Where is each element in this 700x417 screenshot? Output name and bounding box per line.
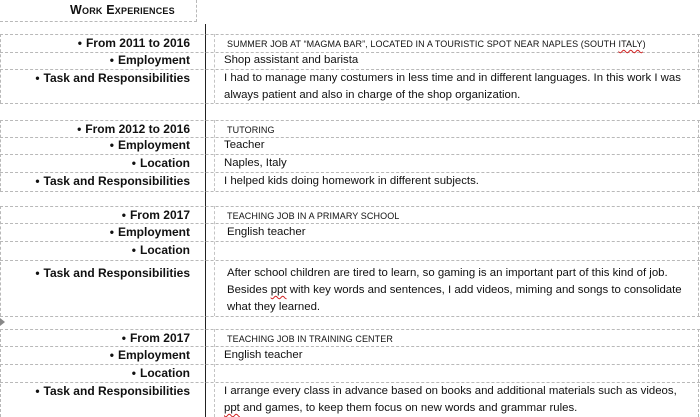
entry-2-employment-label: • Employment (109, 138, 190, 152)
table-row (0, 207, 700, 224)
entry-2-employment: Teacher (224, 139, 265, 151)
table-row (0, 383, 700, 417)
row-divider (0, 260, 700, 261)
section-title: Work Experiences (70, 3, 175, 17)
table-row (0, 265, 700, 316)
entry-2-tasks: I helped kids doing homework in different subjects. (224, 175, 479, 187)
entry-2-title: TUTORING (227, 125, 275, 135)
table-row (0, 35, 700, 52)
entry-4-tasks-label: • Task and Responsibilities (35, 384, 190, 398)
entry-1-title: SUMMER JOB AT “MAGMA BAR”, LOCATED IN A TOURISTIC SPOT NEAR NAPLES (SOUTH ITALY) (227, 39, 646, 49)
entry-4-title: TEACHING JOB IN TRAINING CENTER (227, 334, 393, 344)
entry-2-period-label: • From 2012 to 2016 (77, 122, 190, 136)
entry-1-tasks-label: • Task and Responsibilities (35, 71, 190, 85)
table-row (0, 347, 700, 364)
table-row (0, 70, 700, 104)
table-row (0, 224, 700, 241)
entry-3-tasks: After school children are tired to learn, so gaming is an important part of this kind of job. Besides ppt with key words and sentences, I add videos, miming and songs to consolidate what they learned. (227, 267, 682, 313)
entry-4-period-label: • From 2017 (121, 331, 190, 345)
row-marker-icon (0, 318, 5, 326)
entry-4-employment: English teacher (224, 349, 303, 361)
entry-3-tasks-label: • Task and Responsibilities (35, 266, 190, 280)
section-header (0, 0, 197, 22)
entry-1-tasks: I had to manage many costumers in less time and in different languages. In this work I was always patient and also in charge of the shop organization. (224, 72, 681, 101)
entry-1-period-label: • From 2011 to 2016 (77, 36, 190, 50)
table-row (0, 330, 700, 347)
table-row (0, 242, 700, 259)
table-row (0, 173, 700, 190)
row-divider (0, 316, 700, 317)
entry-3-employment-label: • Employment (109, 225, 190, 239)
table-row (0, 121, 700, 138)
entry-4-tasks: I arrange every class in advance based on books and additional materials such as videos, ppt and games, to keep them focus on new words and grammar rules. (224, 385, 677, 414)
entry-2-location-label: • Location (131, 156, 190, 170)
entry-3-title: TEACHING JOB IN A PRIMARY SCHOOL (227, 211, 400, 221)
entry-4-location-label: • Location (131, 366, 190, 380)
table-row (0, 155, 700, 172)
table-row (0, 137, 700, 154)
entry-2-tasks-label: • Task and Responsibilities (35, 174, 190, 188)
entry-1-employment-label: • Employment (109, 53, 190, 67)
entry-1-employment: Shop assistant and barista (224, 54, 359, 66)
row-divider (0, 191, 700, 192)
table-row (0, 52, 700, 69)
table-row (0, 365, 700, 382)
entry-3-employment: English teacher (227, 226, 306, 238)
entry-4-employment-label: • Employment (109, 348, 190, 362)
entry-3-location-label: • Location (131, 243, 190, 257)
entry-3-period-label: • From 2017 (121, 208, 190, 222)
entry-2-location: Naples, Italy (224, 157, 287, 169)
